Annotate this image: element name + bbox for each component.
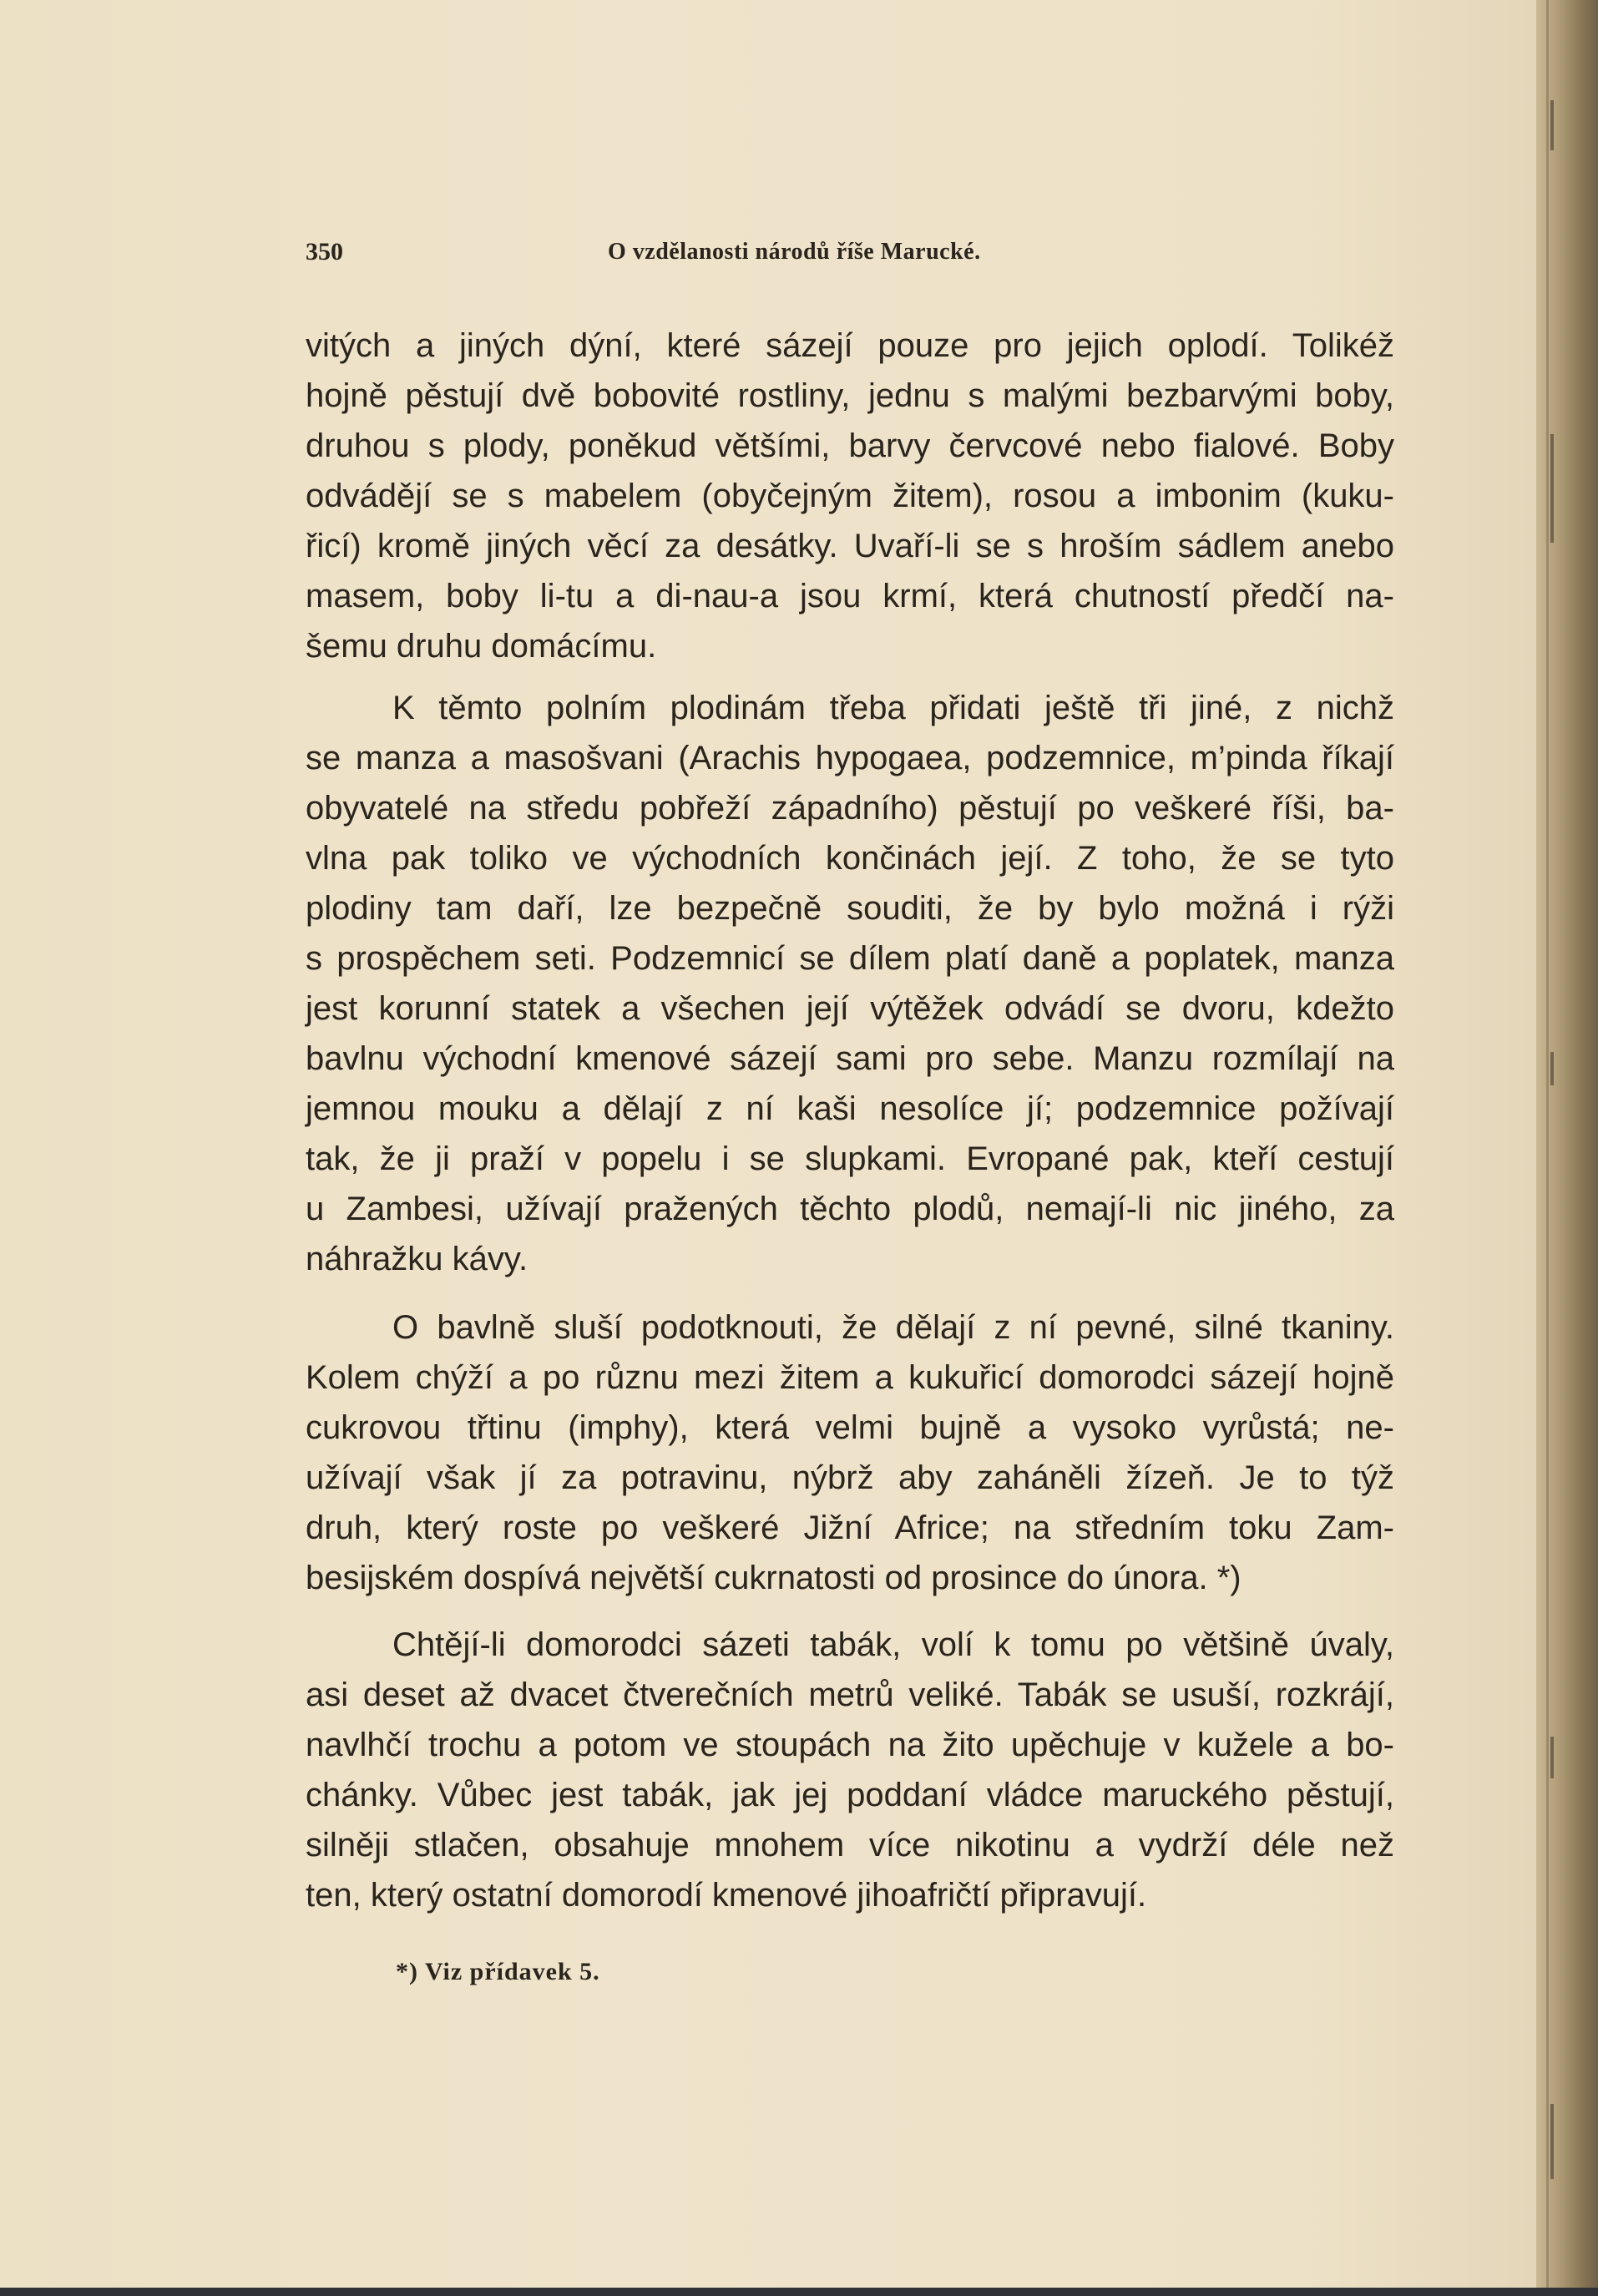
- text-line: silněji stlačen, obsahuje mnohem více nikotinu a vydrží déle než: [306, 1827, 1394, 1864]
- page-edge-shadow: [1546, 0, 1549, 2296]
- text-line: ten, který ostatní domorodí kmenové jihoafričtí připravují.: [306, 1877, 1147, 1914]
- text-line: druhou s plody, poněkud většími, barvy červcové nebo fialové. Boby: [306, 427, 1394, 464]
- running-title: O vzdělanosti národů říše Marucké.: [608, 239, 981, 265]
- page-header: [306, 234, 1394, 271]
- text-line: obyvatelé na středu pobřeží západního) pěstují po veškeré říši, ba-: [306, 790, 1394, 827]
- text-line: besijském dospívá největší cukrnatosti od prosince do února. *): [306, 1560, 1241, 1596]
- text-line: vitých a jiných dýní, které sázejí pouze pro jejich oplodí. Tolikéž: [306, 327, 1394, 364]
- text-line: šemu druhu domácímu.: [306, 628, 657, 665]
- gutter-mark: [1550, 100, 1554, 150]
- text-line: K těmto polním plodinám třeba přidati ještě tři jiné, z nichž: [392, 690, 1394, 726]
- gutter-mark: [1550, 1737, 1554, 1778]
- gutter-mark: [1550, 2104, 1554, 2179]
- text-line: Kolem chýží a po různu mezi žitem a kukuřicí domorodci sázejí hojně: [306, 1359, 1394, 1396]
- text-line: plodiny tam daří, lze bezpečně souditi, že by bylo možná i rýži: [306, 890, 1394, 927]
- text-line: asi deset až dvacet čtverečních metrů veliké. Tabák se usuší, rozkrájí,: [306, 1676, 1394, 1713]
- text-line: řicí) kromě jiných věcí za desátky. Uvaří-li se s hroším sádlem anebo: [306, 528, 1394, 564]
- gutter-mark: [1550, 434, 1554, 543]
- text-line: odvádějí se s mabelem (obyčejným žitem), rosou a imbonim (kuku-: [306, 478, 1394, 514]
- scan-bottom-edge: [0, 2288, 1598, 2296]
- text-line: u Zambesi, užívají pražených těchto plodů, nemají-li nic jiného, za: [306, 1191, 1394, 1227]
- text-line: jest korunní statek a všechen její výtěžek odvádí se dvoru, kdežto: [306, 990, 1394, 1027]
- text-line: s prospěchem seti. Podzemnicí se dílem platí daně a poplatek, manza: [306, 940, 1394, 977]
- text-line: užívají však jí za potravinu, nýbrž aby zaháněli žízeň. Je to týž: [306, 1459, 1394, 1496]
- text-line: navlhčí trochu a potom ve stoupách na žito upěchuje v kužele a bo-: [306, 1727, 1394, 1763]
- text-line: cukrovou třtinu (imphy), která velmi bujně a vysoko vyrůstá; ne-: [306, 1409, 1394, 1446]
- text-line: hojně pěstují dvě bobovité rostliny, jednu s malými bezbarvými boby,: [306, 377, 1394, 414]
- text-line: tak, že ji praží v popelu i se slupkami. Evropané pak, kteří cestují: [306, 1140, 1394, 1177]
- text-line: Chtějí-li domorodci sázeti tabák, volí k tomu po většině úvaly,: [392, 1626, 1394, 1663]
- gutter-mark: [1550, 1052, 1554, 1085]
- text-line: chánky. Vůbec jest tabák, jak jej poddaní vládce maruckého pěstují,: [306, 1777, 1394, 1813]
- footnote: *) Viz přídavek 5.: [396, 1958, 600, 1985]
- text-line: bavlnu východní kmenové sázejí sami pro sebe. Manzu rozmílají na: [306, 1040, 1394, 1077]
- text-line: náhražku kávy.: [306, 1241, 528, 1277]
- text-line: masem, boby li-tu a di-nau-a jsou krmí, která chutností předčí na-: [306, 578, 1394, 614]
- page-number: 350: [306, 238, 343, 266]
- text-line: jemnou mouku a dělají z ní kaši nesolíce jí; podzemnice požívají: [306, 1090, 1394, 1127]
- text-line: se manza a masošvani (Arachis hypogaea, podzemnice, m’pinda říkají: [306, 740, 1394, 776]
- text-line: O bavlně sluší podotknouti, že dělají z ní pevné, silné tkaniny.: [392, 1309, 1394, 1346]
- text-line: druh, který roste po veškeré Jižní Africe; na středním toku Zam-: [306, 1510, 1394, 1546]
- text-line: vlna pak toliko ve východních končinách její. Z toho, že se tyto: [306, 840, 1394, 877]
